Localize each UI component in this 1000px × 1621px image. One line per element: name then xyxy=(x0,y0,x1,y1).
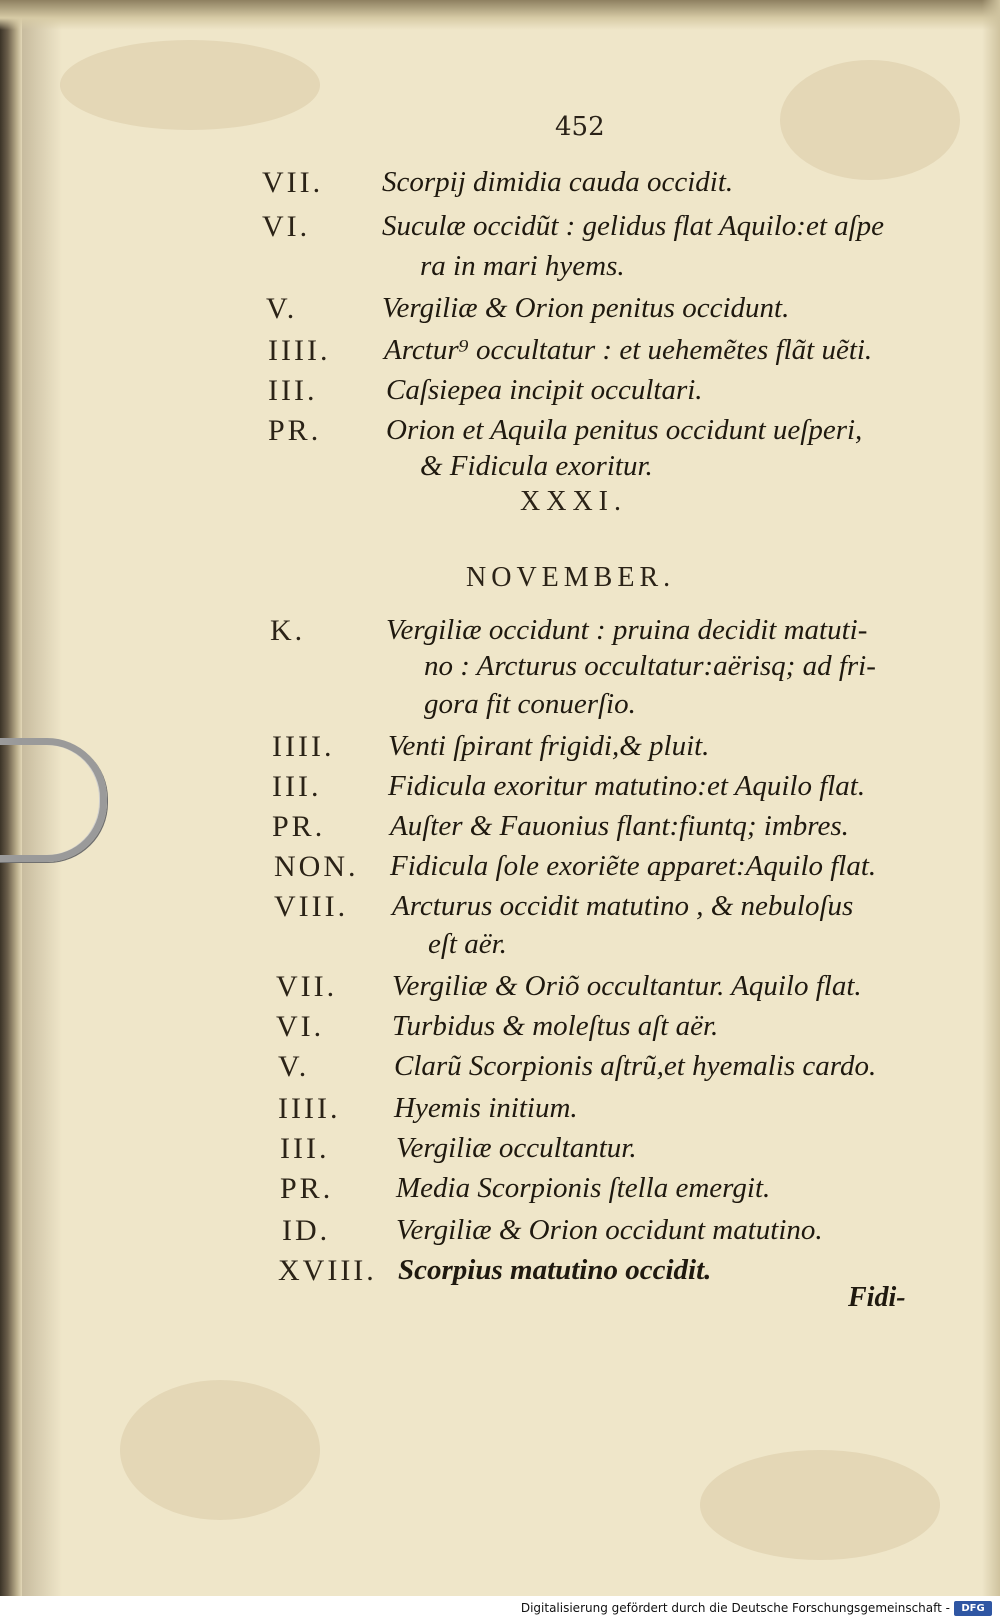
day-label: NON. xyxy=(274,850,359,883)
entry-text: Venti ſpirant frigidi,& pluit. xyxy=(388,730,710,762)
entry-text: Caſsiepea incipit occultari. xyxy=(386,374,703,406)
entry-text-continued: eſt aër. xyxy=(428,928,507,960)
calendar-entry xyxy=(0,374,1000,418)
entry-text-continued: gora fit conuerſio. xyxy=(424,688,636,720)
entry-text: Fidicula ſole exoriẽte apparet:Aquilo flat. xyxy=(390,850,877,882)
calendar-entry xyxy=(0,1092,1000,1136)
entry-text: Clarũ Scorpionis aſtrũ,et hyemalis cardo. xyxy=(394,1050,877,1082)
entry-text: Orion et Aquila penitus occidunt ueſperi, xyxy=(386,414,863,446)
calendar-entry xyxy=(0,850,1000,894)
calendar-entry xyxy=(0,614,1000,734)
day-label: VI. xyxy=(262,210,311,243)
section-numeral: XXXI. xyxy=(520,486,627,517)
calendar-entry xyxy=(0,1050,1000,1094)
calendar-entry xyxy=(0,414,1000,494)
day-label: VII. xyxy=(262,166,324,199)
calendar-entry xyxy=(0,210,1000,290)
dfg-logo-icon: DFG xyxy=(954,1601,992,1616)
day-label: VIII. xyxy=(274,890,349,923)
calendar-entry xyxy=(0,334,1000,378)
entry-text: Vergiliæ occidunt : pruina decidit matuti- xyxy=(386,614,868,646)
entry-text-continued: no : Arcturus occultatur:aërisq; ad fri- xyxy=(424,650,876,682)
catchword: Fidi- xyxy=(848,1282,906,1313)
entry-text: Auſter & Fauonius flant:fiuntq; imbres. xyxy=(390,810,849,842)
entry-text: Suculæ occidũt : gelidus flat Aquilo:et aſpe xyxy=(382,210,885,242)
day-label: V. xyxy=(278,1050,310,1083)
entry-text: Vergiliæ & Orion penitus occidunt. xyxy=(382,292,790,324)
day-label: III. xyxy=(272,770,322,803)
entry-text: Hyemis initium. xyxy=(394,1092,578,1124)
paper-stain xyxy=(780,60,960,180)
entry-text: Vergiliæ occultantur. xyxy=(396,1132,637,1164)
entry-text: Scorpij dimidia cauda occidit. xyxy=(382,166,734,198)
entry-text: Arcturus occidit matutino , & nebuloſus xyxy=(392,890,854,922)
calendar-entry xyxy=(0,770,1000,814)
entry-text: Vergiliæ & Orion occidunt matutino. xyxy=(396,1214,823,1246)
day-label: PR. xyxy=(280,1172,334,1205)
calendar-entry xyxy=(0,970,1000,1014)
digitization-footer xyxy=(0,1596,1000,1621)
entry-text: Arctur⁹ occultatur : et uehemẽtes flãt uẽti. xyxy=(384,334,873,366)
paper-stain xyxy=(700,1450,940,1560)
footer-credit-text: Digitalisierung gefördert durch die Deutsche Forschungsgemeinschaft - xyxy=(520,1601,950,1615)
paper-stain xyxy=(60,40,320,130)
day-label: ID. xyxy=(282,1214,331,1247)
day-label: IIII. xyxy=(278,1092,341,1125)
day-label: PR. xyxy=(272,810,326,843)
entry-text-continued: ra in mari hyems. xyxy=(420,250,625,282)
day-label: IIII. xyxy=(268,334,331,367)
calendar-entry xyxy=(0,1172,1000,1216)
calendar-entry xyxy=(0,292,1000,336)
entry-text: Fidicula exoritur matutino:et Aquilo flat. xyxy=(388,770,866,802)
page-number: 452 xyxy=(555,112,605,142)
day-label: VII. xyxy=(276,970,338,1003)
page-top-edge xyxy=(0,0,1000,30)
paper-stain xyxy=(120,1380,320,1520)
calendar-entry xyxy=(0,810,1000,854)
calendar-entry xyxy=(0,730,1000,774)
day-label: XVIII. xyxy=(278,1254,377,1287)
calendar-entry xyxy=(0,1132,1000,1176)
day-label: III. xyxy=(268,374,318,407)
day-label: PR. xyxy=(268,414,322,447)
entry-text: Turbidus & moleſtus aſt aër. xyxy=(392,1010,719,1042)
calendar-entry xyxy=(0,166,1000,210)
entry-text: Media Scorpionis ſtella emergit. xyxy=(396,1172,771,1204)
month-title: NOVEMBER. xyxy=(466,562,676,593)
day-label: III. xyxy=(280,1132,330,1165)
entry-text: Scorpius matutino occidit. xyxy=(398,1254,712,1286)
entry-text: Vergiliæ & Oriõ occultantur. Aquilo flat. xyxy=(392,970,862,1002)
day-label: V. xyxy=(266,292,298,325)
entry-text-continued: & Fidicula exoritur. xyxy=(420,450,653,482)
day-label: VI. xyxy=(276,1010,325,1043)
calendar-entry xyxy=(0,1010,1000,1054)
day-label: K. xyxy=(270,614,306,647)
calendar-entry xyxy=(0,890,1000,970)
day-label: IIII. xyxy=(272,730,335,763)
calendar-entry xyxy=(0,1214,1000,1258)
